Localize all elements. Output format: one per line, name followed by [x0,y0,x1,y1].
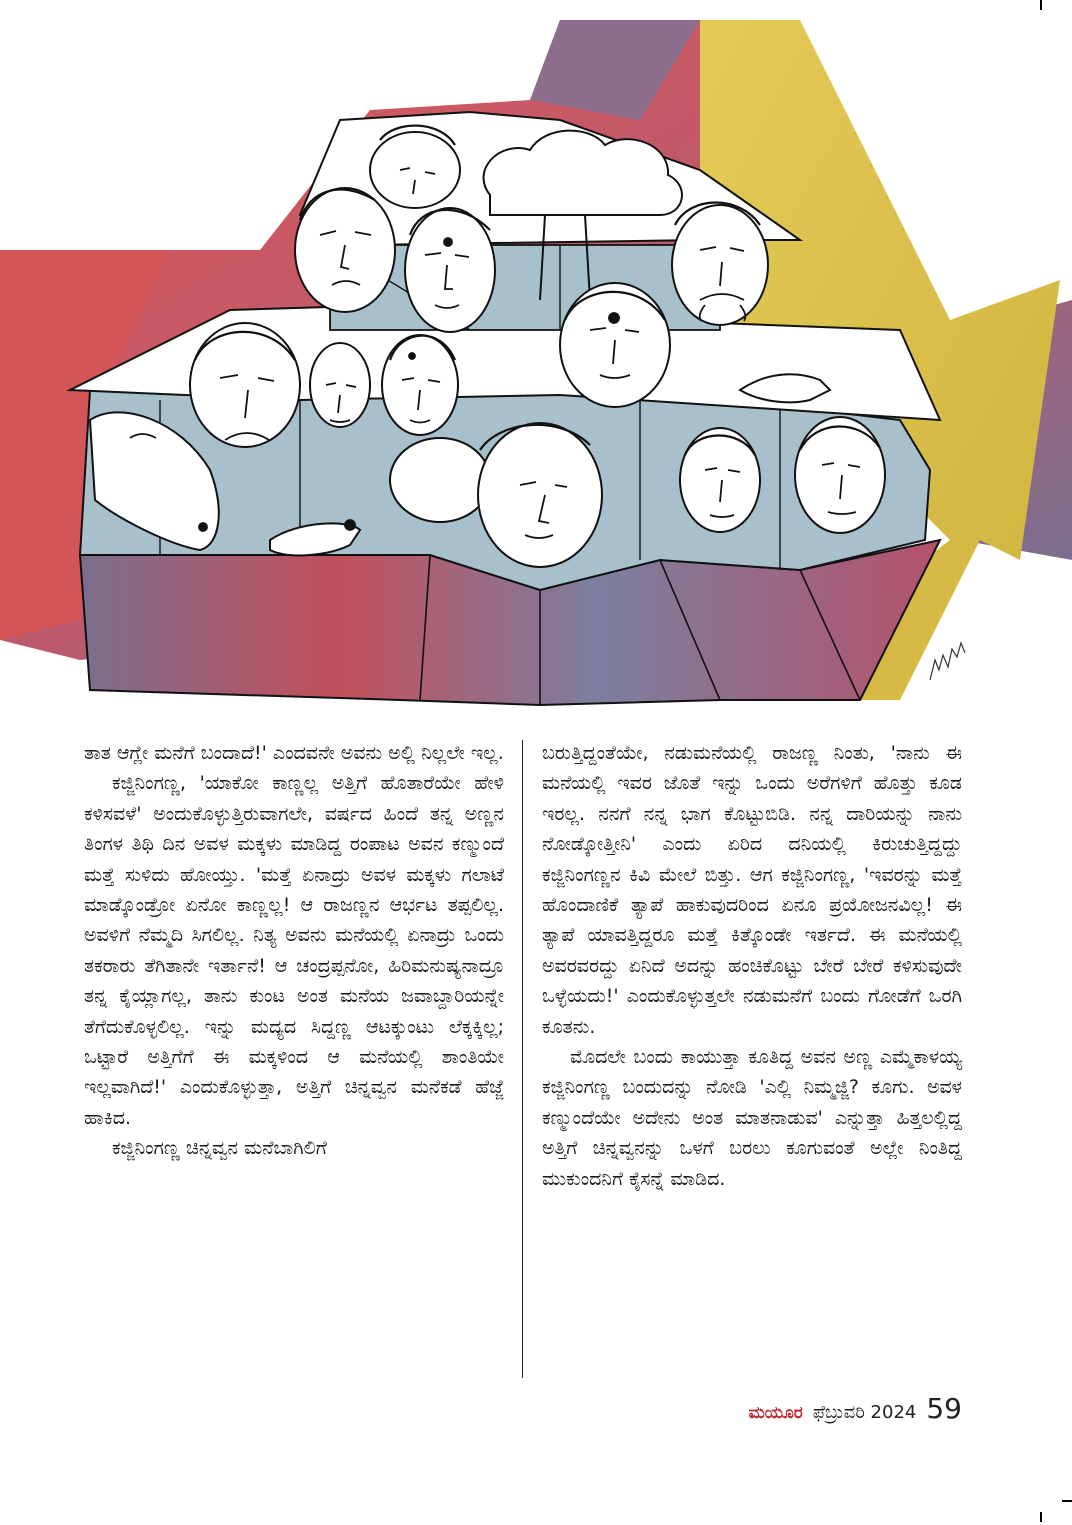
paragraph: ತಾತ ಆಗ್ಲೇ ಮನೆಗೆ ಬಂದಾದೆ!' ಎಂದವನೇ ಅವನು ಅಲ್ಲಿ ನಿಲ್ಲಲೇ ಇಲ್ಲ. [84,742,504,764]
crop-mark [1040,1512,1042,1522]
artist-signature [930,643,965,680]
paragraph: ಬರುತ್ತಿದ್ದಂತೆಯೇ, ನಡುಮನೆಯಲ್ಲಿ ರಾಜಣ್ಣ ನಿಂತು, 'ನಾನು ಈ ಮನೆಯಲ್ಲಿ ಇವರ ಜೊತೆ ಇನ್ನು ಒಂದು ಅರೆಗಳಿಗೆ ಹೊತ್ತು ಕೂಡ ಇರಲ್ಲ. ನನಗೆ ನನ್ನ ಭಾಗ ಕೊಟ್ಟುಬಿಡಿ. ನನ್ನ ದಾರಿಯನ್ನು ನಾನು ನೋಡ್ಕೋತ್ತೀನಿ' ಎಂದು ಏರಿದ ದನಿಯಲ್ಲಿ ಕಿರುಚುತ್ತಿದ್ದದ್ದು ಕಜ್ಜಿನಿಂಗಣ್ಣನ ಕಿವಿ ಮೇಲೆ ಬಿತ್ತು. ಆಗ ಕಜ್ಜಿನಿಂಗಣ್ಣ, 'ಇವರನ್ನು ಮತ್ತೆ ಹೊಂದಾಣಿಕೆ ತ್ಯಾಪೆ ಹಾಕುವುದರಿಂದ ಏನೂ ಪ್ರಯೋಜನವಿಲ್ಲ! ಈ ತ್ಯಾಪೆ ಯಾವತ್ತಿದ್ದರೂ ಮತ್ತೆ ಕಿತ್ಕೊಂಡೇ ಇರ್ತದೆ. ಈ ಮನೆಯಲ್ಲಿ ಅವರವರದ್ದು ಏನಿದೆ ಅದನ್ನು ಹಂಚಿಕೊಟ್ಟು ಬೇರೆ ಬೇರೆ ಕಳಿಸುವುದೇ ಒಳ್ಳೆಯದು!' ಎಂದುಕೊಳ್ಳುತ್ತಲೇ ನಡುಮನೆಗೆ ಬಂದು ಗೋಡೆಗೆ ಒರಗಿ ಕೂತನು. [542,742,962,1038]
crop-mark [1040,0,1042,10]
article-column-left [84,738,504,1164]
column-divider [522,740,523,1378]
paragraph: ಮೊದಲೇ ಬಂದು ಕಾಯುತ್ತಾ ಕೂತಿದ್ದ ಅವನ ಅಣ್ಣ ಎಮ್ಮೆಕಾಳಯ್ಯ ಕಜ್ಜಿನಿಂಗಣ್ಣ ಬಂದುದನ್ನು ನೋಡಿ 'ಎಲ್ಲಿ ನಿಮ್ಮಜ್ಜಿ? ಕೂಗು. ಅವಳ ಕಣ್ಮುಂದೆಯೇ ಅದೇನು ಅಂತ ಮಾತನಾಡುವ' ಎನ್ನುತ್ತಾ ಹಿತ್ತಲಲ್ಲಿದ್ದ ಅತ್ತಿಗೆ ಚಿನ್ನವ್ವನನ್ನು ಒಳಗೆ ಬರಲು ಕೂಗುವಂತೆ ಅಲ್ಲೇ ನಿಂತಿದ್ದ ಮುಕುಂದನಿಗೆ ಕೈಸನ್ನೆ ಮಾಡಿದ. [542,1046,962,1190]
story-illustration [0,0,1072,730]
page-footer [749,1392,962,1432]
article-column-right [542,738,962,1194]
page-number: 59 [926,1392,962,1425]
issue-date: ಫೆಬ್ರುವರಿ 2024 [812,1402,917,1423]
paragraph: ಕಜ್ಜಿನಿಂಗಣ್ಣ, 'ಯಾಕೋ ಕಾಣ್ಣಲ್ಲ ಅತ್ತಿಗೆ ಹೊತಾರೆಯೇ ಹೇಳಿ ಕಳಿಸವಳೆ' ಅಂದುಕೊಳ್ಳುತ್ತಿರುವಾಗಲೇ, ವರ್ಷದ ಹಿಂದೆ ತನ್ನ ಅಣ್ಣನ ತಿಂಗಳ ತಿಥಿ ದಿನ ಅವಳ ಮಕ್ಕಳು ಮಾಡಿದ್ದ ರಂಪಾಟ ಅವನ ಕಣ್ಮುಂದೆ ಮತ್ತೆ ಸುಳಿದು ಹೋಯ್ತು. 'ಮತ್ತೆ ಏನಾದ್ರು ಅವಳ ಮಕ್ಕಳು ಗಲಾಟೆ ಮಾಡ್ಕೊಂಡ್ರೋ ಏನೋ ಕಾಣ್ಣಲ್ಲ! ಆ ರಾಜಣ್ಣನ ಆರ್ಭಟ ತಪ್ಪಲಿಲ್ಲ. ಅವಳಿಗೆ ನೆಮ್ಮದಿ ಸಿಗಲಿಲ್ಲ. ನಿತ್ಯ ಅವನು ಮನೆಯಲ್ಲಿ ಏನಾದ್ರು ಒಂದು ತಕರಾರು ತೆಗಿತಾನೇ ಇರ್ತಾನೆ! ಆ ಚಂದ್ರಪ್ಪನೋ, ಹಿರಿಮನುಷ್ಯನಾದ್ರೂ ತನ್ನ ಕೈಯ್ಲಾಗಲ್ಲ, ತಾನು ಕುಂಟ ಅಂತ ಮನೆಯ ಜವಾಬ್ದಾರಿಯನ್ನೇ ತೆಗೆದುಕೊಳ್ಳಲಿಲ್ಲ. ಇನ್ನು ಮದ್ಯದ ಸಿದ್ದಣ್ಣ ಆಟಕ್ಕುಂಟು ಲೆಕ್ಕಕ್ಕಿಲ್ಲ; ಒಟ್ಟಾರೆ ಅತ್ತಿಗೆಗೆ ಈ ಮಕ್ಕಳಿಂದ ಆ ಮನೆಯಲ್ಲಿ ಶಾಂತಿಯೇ ಇಲ್ಲವಾಗಿದೆ!' ಎಂದುಕೊಳ್ಳುತ್ತಾ, ಅತ್ತಿಗೆ ಚಿನ್ನವ್ವನ ಮನೆಕಡೆ ಹೆಜ್ಜೆ ಹಾಕಿದ. [84,772,504,1129]
paragraph: ಕಜ್ಜಿನಿಂಗಣ್ಣ ಚಿನ್ನವ್ವನ ಮನೆಬಾಗಿಲಿಗೆ [112,1137,327,1160]
crop-mark [1062,1500,1072,1502]
magazine-logo: ಮಯೂರ [748,1403,803,1423]
